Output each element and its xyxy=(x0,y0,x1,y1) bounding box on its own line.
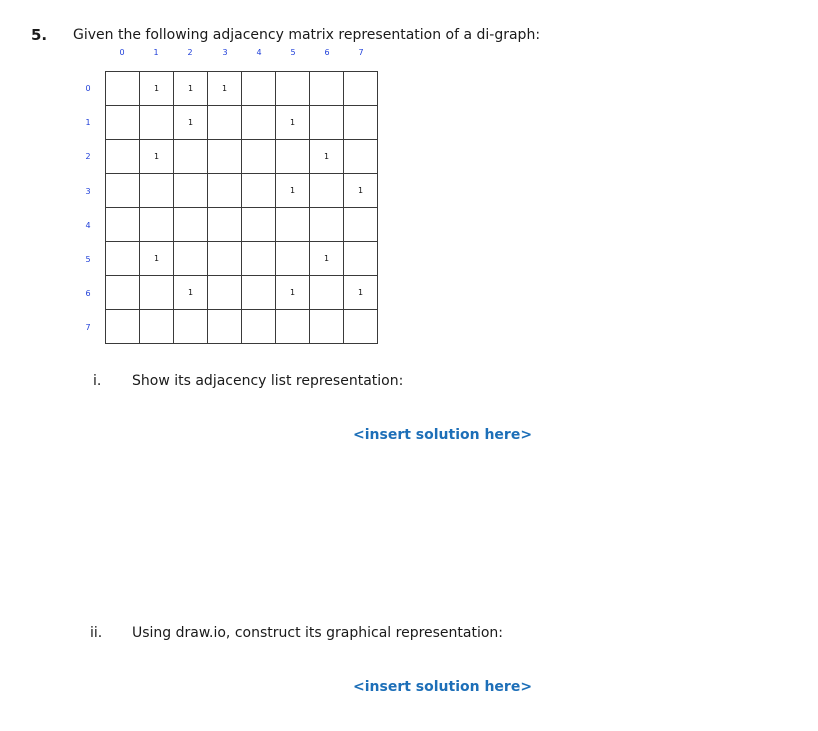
part-ii-text: Using draw.io, construct its graphical representation: xyxy=(132,625,504,641)
matrix-cell xyxy=(242,276,276,310)
matrix-cell: 1 xyxy=(276,174,310,208)
matrix-cell xyxy=(310,276,344,310)
matrix-cell xyxy=(242,208,276,242)
row-label-4: 4 xyxy=(85,221,91,230)
column-label-0: 0 xyxy=(119,48,125,57)
matrix-cell: 1 xyxy=(140,140,174,174)
matrix-cell xyxy=(242,174,276,208)
matrix-cell xyxy=(242,310,276,344)
column-label-1: 1 xyxy=(153,48,159,57)
matrix-row xyxy=(106,174,378,208)
question-number: 5. xyxy=(31,26,48,44)
matrix-cell xyxy=(174,310,208,344)
column-label-3: 3 xyxy=(222,48,228,57)
column-label-2: 2 xyxy=(187,48,193,57)
matrix-cell xyxy=(106,106,140,140)
matrix-cell: 1 xyxy=(310,242,344,276)
part-i-solution-placeholder[interactable]: <insert solution here> xyxy=(353,427,533,443)
matrix-cell xyxy=(140,208,174,242)
matrix-row xyxy=(106,106,378,140)
row-label-7: 7 xyxy=(85,323,91,332)
matrix-row xyxy=(106,208,378,242)
matrix-cell xyxy=(208,208,242,242)
matrix-cell xyxy=(242,106,276,140)
question-prompt: Given the following adjacency matrix representation of a di-graph: xyxy=(73,27,541,43)
adjacency-matrix xyxy=(105,71,378,344)
matrix-cell xyxy=(140,106,174,140)
matrix-cell xyxy=(310,106,344,140)
matrix-cell xyxy=(344,310,378,344)
part-i-text: Show its adjacency list representation: xyxy=(132,373,404,389)
matrix-row xyxy=(106,310,378,344)
matrix-cell xyxy=(140,276,174,310)
matrix-cell xyxy=(106,242,140,276)
matrix-cell xyxy=(276,72,310,106)
matrix-cell xyxy=(140,310,174,344)
matrix-cell xyxy=(106,140,140,174)
part-ii-solution-placeholder[interactable]: <insert solution here> xyxy=(353,679,533,695)
matrix-cell xyxy=(208,174,242,208)
matrix-cell xyxy=(310,72,344,106)
matrix-cell xyxy=(344,242,378,276)
column-label-4: 4 xyxy=(256,48,262,57)
matrix-row-labels xyxy=(80,72,96,352)
matrix-row xyxy=(106,242,378,276)
matrix-cell xyxy=(310,208,344,242)
matrix-cell xyxy=(344,140,378,174)
matrix-cell xyxy=(174,140,208,174)
matrix-cell xyxy=(310,310,344,344)
matrix-cell xyxy=(106,72,140,106)
part-ii-numeral: ii. xyxy=(90,625,103,641)
matrix-cell xyxy=(106,208,140,242)
column-label-7: 7 xyxy=(358,48,364,57)
row-label-0: 0 xyxy=(85,84,91,93)
matrix-column-labels xyxy=(106,48,386,60)
matrix-cell xyxy=(106,310,140,344)
matrix-cell xyxy=(174,174,208,208)
matrix-cell xyxy=(106,276,140,310)
matrix-cell xyxy=(174,242,208,276)
matrix-cell: 1 xyxy=(208,72,242,106)
matrix-cell xyxy=(344,208,378,242)
row-label-1: 1 xyxy=(85,118,91,127)
matrix-cell xyxy=(208,242,242,276)
matrix-cell xyxy=(276,242,310,276)
matrix-cell xyxy=(310,174,344,208)
matrix-cell xyxy=(208,140,242,174)
matrix-cell: 1 xyxy=(174,106,208,140)
matrix-cell: 1 xyxy=(140,72,174,106)
matrix-cell: 1 xyxy=(344,174,378,208)
row-label-3: 3 xyxy=(85,187,91,196)
column-label-5: 5 xyxy=(290,48,296,57)
matrix-cell xyxy=(208,106,242,140)
matrix-cell: 1 xyxy=(344,276,378,310)
row-label-6: 6 xyxy=(85,289,91,298)
matrix-cell xyxy=(140,174,174,208)
matrix-cell: 1 xyxy=(276,276,310,310)
matrix-cell xyxy=(344,72,378,106)
matrix-cell: 1 xyxy=(310,140,344,174)
matrix-row xyxy=(106,140,378,174)
matrix-cell: 1 xyxy=(174,276,208,310)
matrix-cell: 1 xyxy=(174,72,208,106)
row-label-5: 5 xyxy=(85,255,91,264)
column-label-6: 6 xyxy=(324,48,330,57)
matrix-cell xyxy=(276,208,310,242)
matrix-cell xyxy=(276,140,310,174)
matrix-cell: 1 xyxy=(140,242,174,276)
matrix-row xyxy=(106,72,378,106)
matrix-row xyxy=(106,276,378,310)
matrix-cell xyxy=(242,140,276,174)
matrix-cell xyxy=(242,242,276,276)
matrix-cell xyxy=(208,310,242,344)
matrix-cell xyxy=(174,208,208,242)
matrix-cell xyxy=(242,72,276,106)
matrix-cell xyxy=(276,310,310,344)
matrix-cell xyxy=(208,276,242,310)
part-i-numeral: i. xyxy=(93,373,102,389)
matrix-cell: 1 xyxy=(276,106,310,140)
row-label-2: 2 xyxy=(85,152,91,161)
matrix-cell xyxy=(106,174,140,208)
matrix-cell xyxy=(344,106,378,140)
